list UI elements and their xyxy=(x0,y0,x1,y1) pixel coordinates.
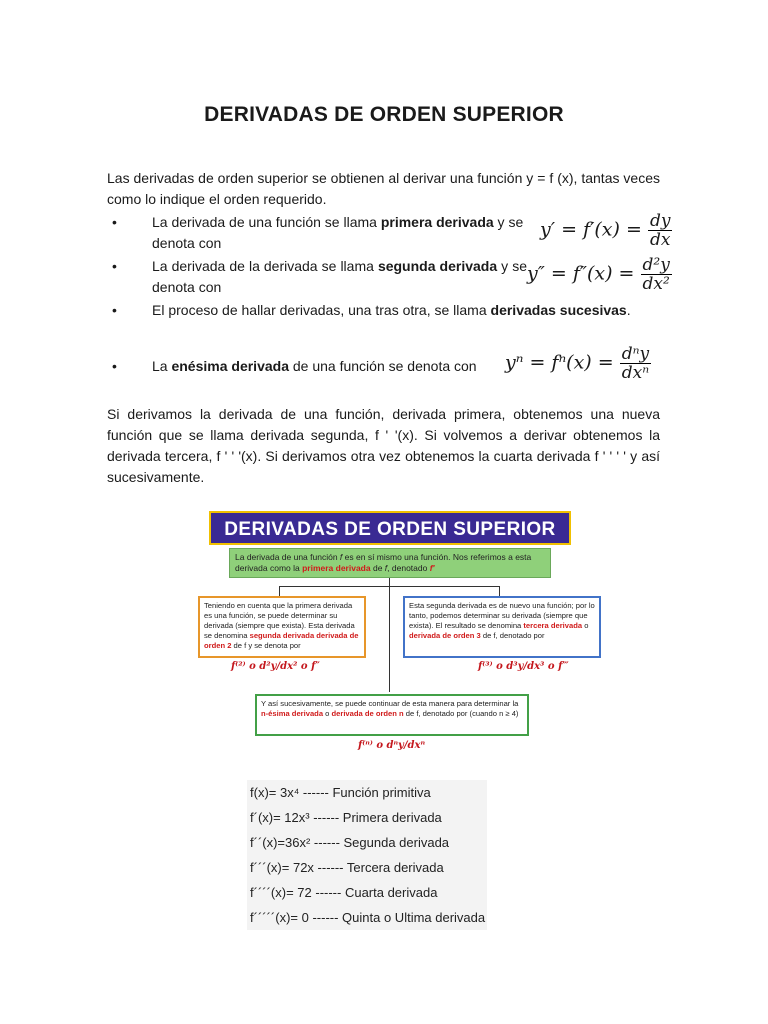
bullet-bold: enésima derivada xyxy=(171,358,289,374)
box-text: de f y se denota por xyxy=(231,641,301,650)
box-text: f xyxy=(384,563,388,573)
infographic-nth-derivative-box xyxy=(255,694,529,736)
bullet-enesima-derivada xyxy=(107,356,527,377)
list-item: f´´´(x)= 72x ------ Tercera derivada xyxy=(250,860,444,875)
bullet-dot: • xyxy=(112,258,117,274)
bullet-dot: • xyxy=(112,302,117,318)
bullet-segunda-derivada xyxy=(107,256,527,298)
bullet-text: La derivada de la derivada se llama xyxy=(152,258,378,274)
second-paragraph: Si derivamos la derivada de una función, derivada primera, obtenemos una nueva función que se llama derivada segunda, f ' '(x). Si volvemos a derivar obtenemos la derivada tercera, f ' ' '(x). Si derivamos otra vez obtenemos la cuarta derivada f ' ' ' ' y así sucesivamente. xyxy=(107,406,660,485)
derivative-example-list xyxy=(247,780,487,930)
nth-derivative-notation: f⁽ⁿ⁾ o dⁿy/dxⁿ xyxy=(358,740,426,751)
box-text: Teniendo en cuenta que la primera derivada es una función, se puede determinar su derivada (siempre que exista). Esta derivada se denomina xyxy=(204,601,355,640)
bullet-dot: • xyxy=(112,358,117,374)
list-item: f´´(x)=36x² ------ Segunda derivada xyxy=(250,835,450,850)
list-item: f(x)= 3x⁴ ------ Función primitiva xyxy=(250,785,431,800)
list-item: f´´´´(x)= 72 ------ Cuarta derivada xyxy=(250,885,438,900)
box-highlight: f′ xyxy=(429,563,435,573)
box-text: es en sí mismo una función. Nos referimos a esta derivada como la xyxy=(235,552,532,573)
bullet-bold: derivadas sucesivas xyxy=(490,302,627,318)
derivatives-infographic xyxy=(203,506,595,758)
box-highlight: segunda derivada xyxy=(249,631,315,640)
box-text: de f, denotado por (cuando n ≥ 4) xyxy=(403,709,519,718)
box-text: , denotado xyxy=(387,563,430,573)
box-highlight: n-ésima derivada xyxy=(261,709,324,718)
bullet-derivadas-sucesivas xyxy=(107,300,660,321)
box-highlight: derivada de orden 3 xyxy=(409,631,481,640)
list-item: f´(x)= 12x³ ------ Primera derivada xyxy=(250,810,442,825)
box-text: o xyxy=(323,709,332,718)
box-text: f xyxy=(339,552,343,562)
bullet-text: y se denota con xyxy=(152,258,527,295)
box-highlight: derivada de orden 2 xyxy=(204,631,359,650)
formula-second-derivative: y″ = f″(x) = $\frac{\text{d²y}}{\text{dx²}}$ xyxy=(527,255,670,294)
box-text: o xyxy=(582,621,589,630)
infographic-first-derivative-box xyxy=(229,548,551,578)
third-derivative-notation: f⁽³⁾ o d³y/dx³ o f‴ xyxy=(478,661,569,672)
bullet-primera-derivada xyxy=(107,212,527,254)
box-highlight: tercera derivada xyxy=(523,621,583,630)
box-text: La derivada de una función xyxy=(235,552,340,562)
bullet-text: y se denota con xyxy=(152,214,524,251)
second-derivative-notation: f⁽²⁾ o d²y/dx² o f″ xyxy=(231,661,320,672)
bullet-dot: • xyxy=(112,214,117,230)
box-text: de f, denotado por xyxy=(480,631,545,640)
connector-line xyxy=(279,586,280,596)
infographic-second-derivative-box xyxy=(198,596,366,658)
box-text: Esta segunda derivada es de nuevo una función; por lo tanto, podemos determinar su derivada (siempre que exista). El resultado se denomina xyxy=(409,601,595,630)
page-title: DERIVADAS DE ORDEN SUPERIOR xyxy=(204,103,564,126)
box-highlight: derivada de orden n xyxy=(331,709,404,718)
box-text: Y así sucesivamente, se puede continuar de esta manera para determinar la xyxy=(261,699,519,708)
intro-paragraph: Las derivadas de orden superior se obtienen al derivar una función y = f (x), tantas veces como lo indique el orden requerido. xyxy=(107,170,660,207)
formula-first-derivative: y′ = f′(x) = $\frac{dy}{dx}$ xyxy=(540,211,671,250)
infographic-banner: DERIVADAS DE ORDEN SUPERIOR xyxy=(209,511,571,545)
bullet-text: de una función se denota con xyxy=(288,358,477,374)
bullet-text: La derivada de una función se llama xyxy=(152,214,381,230)
bullet-text: El proceso de hallar derivadas, una tras otra, se llama xyxy=(152,302,491,318)
box-highlight: primera derivada xyxy=(302,563,371,573)
formula-nth-derivative: yⁿ = fⁿ(x) = $\frac{\text{dⁿy}}{\text{dxⁿ}}$ xyxy=(505,344,650,383)
infographic-third-derivative-box xyxy=(403,596,601,658)
bullet-bold: primera derivada xyxy=(380,214,494,230)
connector-line xyxy=(389,578,390,692)
bullet-bold: segunda derivada xyxy=(377,258,498,274)
connector-line xyxy=(279,586,499,587)
bullet-text: . xyxy=(626,302,631,318)
box-text: de xyxy=(370,563,385,573)
list-item: f´´´´´(x)= 0 ------ Quinta o Ultima derivada xyxy=(250,910,486,925)
bullet-text: La xyxy=(152,358,172,374)
connector-line xyxy=(499,586,500,596)
